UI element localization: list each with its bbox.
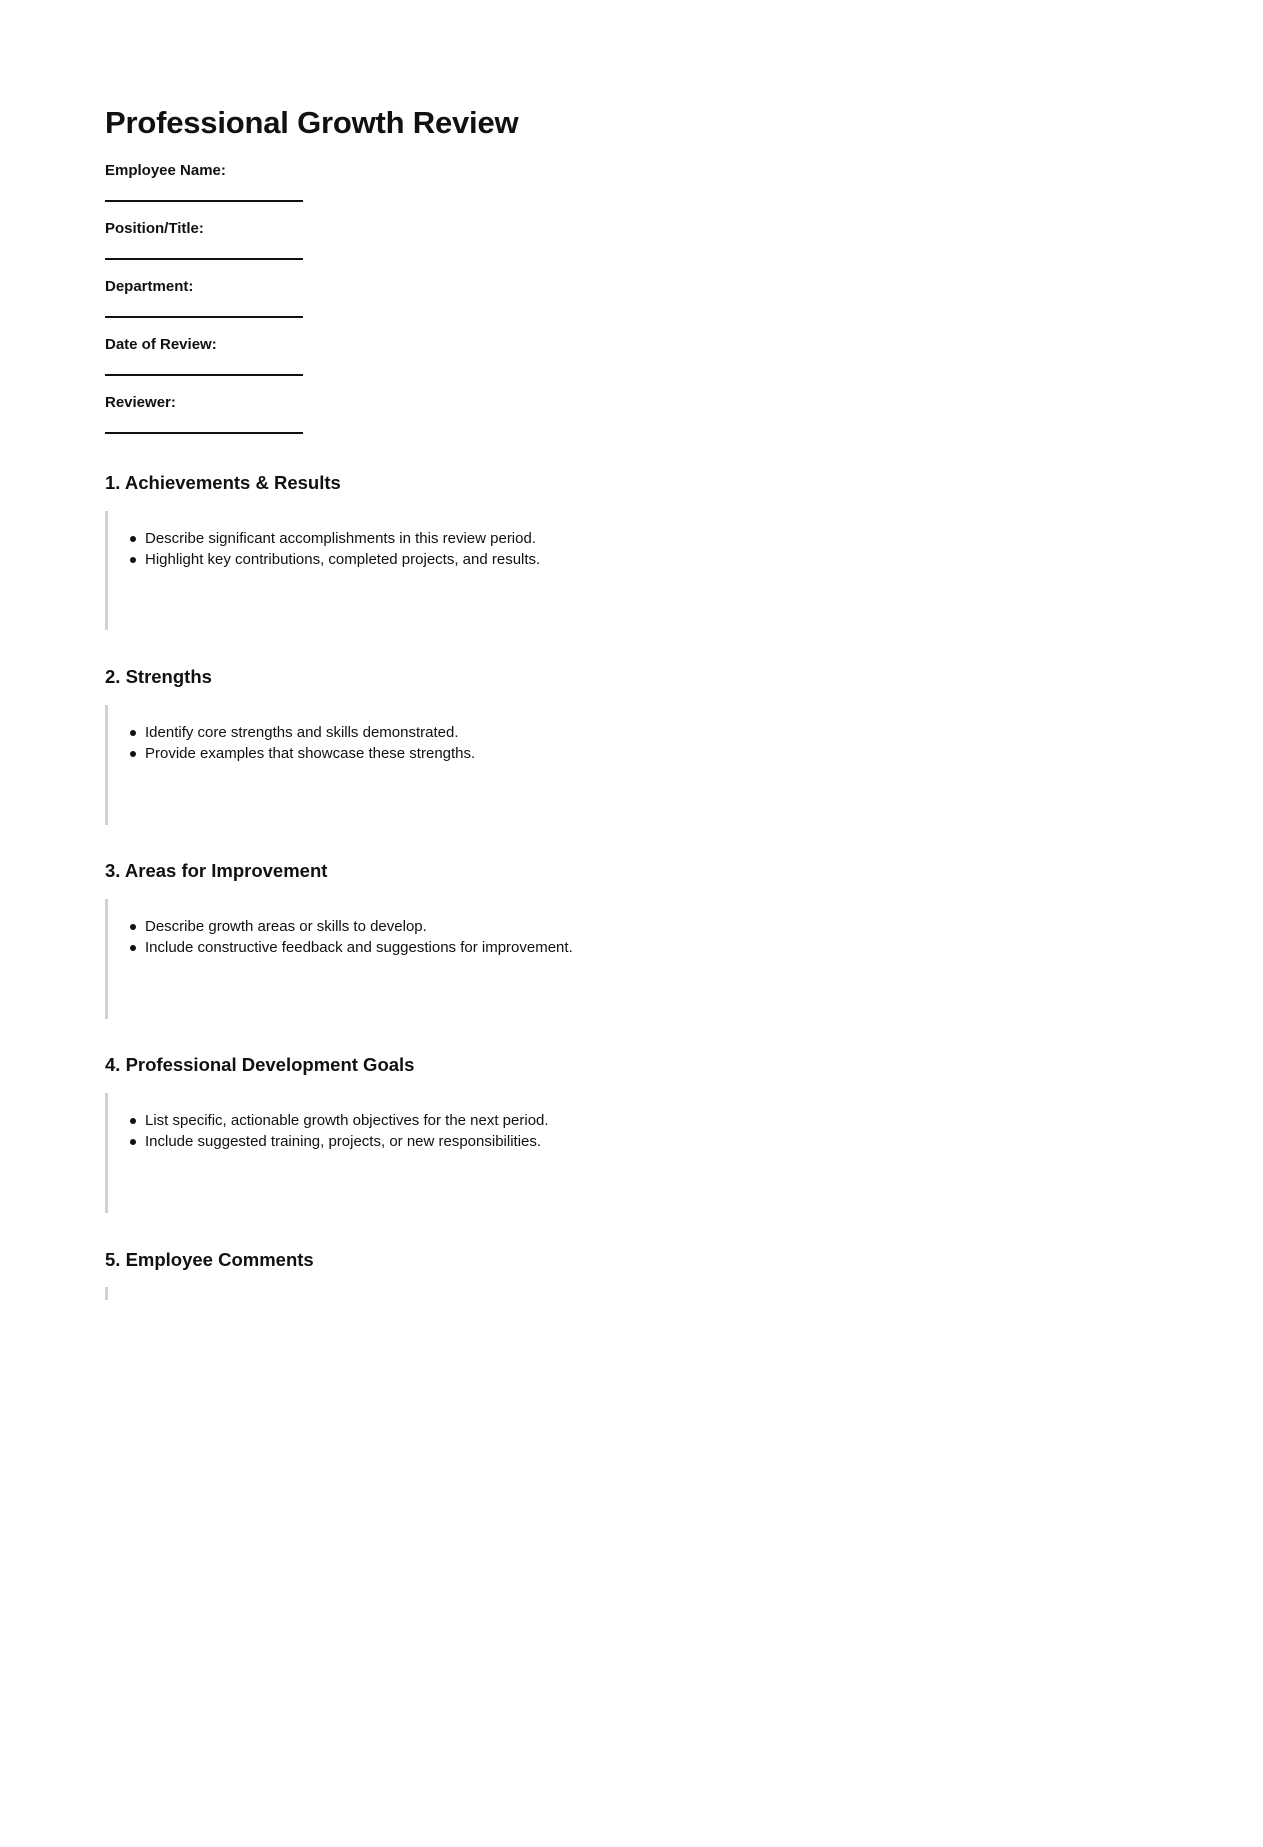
bullet-icon xyxy=(130,557,136,563)
reviewer-blank-line[interactable] xyxy=(105,423,303,443)
section-heading-achievements: 1. Achievements & Results xyxy=(105,472,341,493)
bullet-icon xyxy=(130,730,136,736)
bullet-icon xyxy=(130,1139,136,1145)
section-heading-development-goals: 4. Professional Development Goals xyxy=(105,1054,415,1075)
field-label: Employee Name: xyxy=(105,162,226,179)
list-item-text: Include suggested training, projects, or new responsibilities. xyxy=(145,1133,542,1150)
section-block-employee-comments[interactable] xyxy=(105,1287,1005,1300)
section-block-development-goals[interactable] xyxy=(105,1093,1005,1213)
bullet-icon xyxy=(130,536,136,542)
bullet-icon xyxy=(130,1118,136,1124)
list-item xyxy=(108,1110,549,1131)
list-item-text: Identify core strengths and skills demonstrated. xyxy=(145,724,459,741)
section-block-strengths[interactable] xyxy=(105,705,1005,825)
list-item xyxy=(108,916,573,937)
list-item xyxy=(108,743,475,764)
field-reviewer xyxy=(105,393,505,443)
list-item-text: Provide examples that showcase these strengths. xyxy=(145,745,476,762)
field-position-title xyxy=(105,219,505,269)
department-blank-line[interactable] xyxy=(105,307,303,327)
section-heading-areas-for-improvement: 3. Areas for Improvement xyxy=(105,860,328,881)
page-title: Professional Growth Review xyxy=(105,105,519,140)
section-block-areas-for-improvement[interactable] xyxy=(105,899,1005,1019)
section-heading-strengths: 2. Strengths xyxy=(105,666,212,687)
section-block-achievements[interactable] xyxy=(105,511,1005,630)
section-list xyxy=(108,722,475,764)
employee-name-blank-line[interactable] xyxy=(105,191,303,211)
list-item-text: List specific, actionable growth objectives for the next period. xyxy=(145,1112,549,1129)
section-list xyxy=(108,916,573,958)
field-department xyxy=(105,277,505,327)
list-item-text: Describe significant accomplishments in this review period. xyxy=(145,530,536,547)
section-list xyxy=(108,528,540,570)
field-label: Position/Title: xyxy=(105,220,204,237)
list-item xyxy=(108,549,540,570)
list-item-text: Describe growth areas or skills to develop. xyxy=(145,918,427,935)
field-label: Date of Review: xyxy=(105,336,217,353)
position-title-blank-line[interactable] xyxy=(105,249,303,269)
bullet-icon xyxy=(130,924,136,930)
date-of-review-blank-line[interactable] xyxy=(105,365,303,385)
list-item xyxy=(108,937,573,958)
field-label: Reviewer: xyxy=(105,394,176,411)
list-item-text: Highlight key contributions, completed projects, and results. xyxy=(145,551,541,568)
section-list xyxy=(108,1110,549,1152)
list-item xyxy=(108,722,475,743)
field-employee-name xyxy=(105,161,505,211)
field-date-of-review xyxy=(105,335,505,385)
list-item-text: Include constructive feedback and suggestions for improvement. xyxy=(145,939,573,956)
field-label: Department: xyxy=(105,278,194,295)
bullet-icon xyxy=(130,945,136,951)
list-item xyxy=(108,528,540,549)
section-heading-employee-comments: 5. Employee Comments xyxy=(105,1249,314,1270)
bullet-icon xyxy=(130,751,136,757)
list-item xyxy=(108,1131,549,1152)
